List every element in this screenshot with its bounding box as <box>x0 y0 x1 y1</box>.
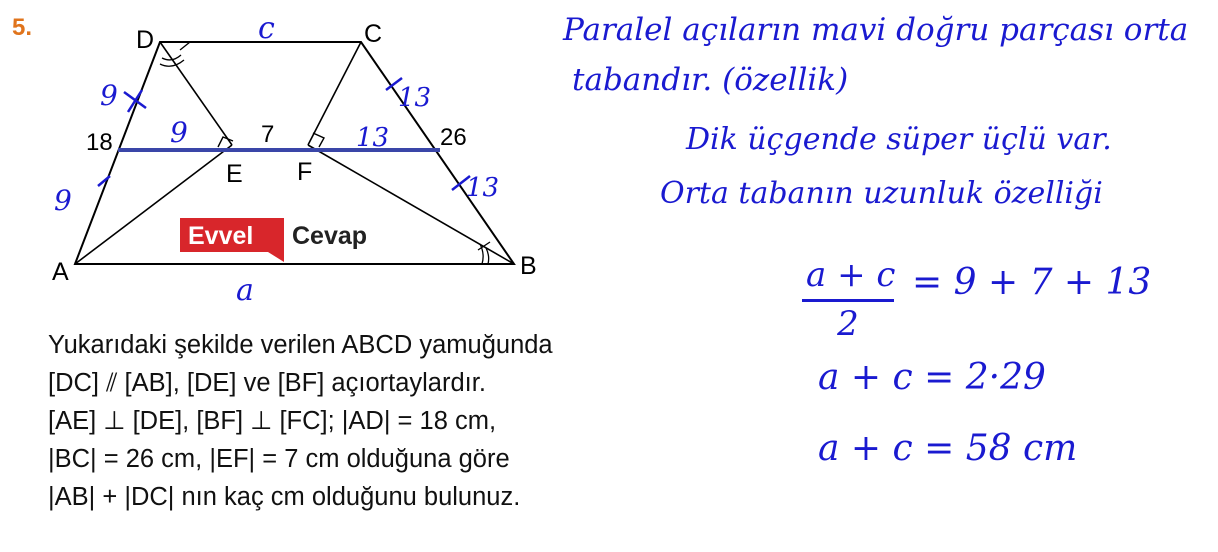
fraction-numerator: a + c <box>806 255 896 295</box>
hw-left-upper-9: 9 <box>100 79 118 112</box>
hw-left-lower-9: 9 <box>54 184 72 217</box>
label-a: A <box>52 258 69 286</box>
hw-top-c: c <box>258 11 275 46</box>
hw-mid-right-13: 13 <box>356 123 390 153</box>
fraction-bar <box>802 299 894 302</box>
step-2: a + c = 2·29 <box>818 357 1046 398</box>
note-line-3: Dik üçgende süper üçlü var. <box>686 122 1112 157</box>
statement-line: Yukarıdaki şekilde verilen ABCD yamuğunda <box>48 331 553 359</box>
hw-tick-left-lower <box>98 176 110 186</box>
hw-right-lower-13: 13 <box>466 173 500 203</box>
statement-line: [DC] ⫽ [AB], [DE] ve [BF] açıortaylardır. <box>48 369 486 397</box>
right-angle-f <box>313 133 324 147</box>
angle-mark-d <box>160 60 184 66</box>
hw-bottom-a: a <box>236 273 254 308</box>
label-d: D <box>136 26 155 54</box>
label-ad-length: 18 <box>86 129 113 156</box>
note-line-1: Paralel açıların mavi doğru parçası orta <box>563 12 1189 48</box>
label-f: F <box>297 158 313 186</box>
statement-line: |AB| + |DC| nın kaç cm olduğunu bulunuz. <box>48 483 521 511</box>
hw-mid-left-9: 9 <box>170 116 188 149</box>
question-statement <box>48 326 553 516</box>
watermark-tail <box>268 252 284 262</box>
watermark-brand: Evvel <box>188 222 254 250</box>
fraction-denominator: 2 <box>837 304 859 344</box>
label-e: E <box>226 160 243 188</box>
segment-cf <box>308 42 361 145</box>
trapezoid-figure <box>0 0 560 310</box>
statement-line: [AE] ⊥ [DE], [BF] ⊥ [FC]; |AD| = 18 cm, <box>48 407 497 435</box>
step-3: a + c = 58 cm <box>818 428 1078 469</box>
tick-d <box>180 42 190 50</box>
hw-right-upper-13: 13 <box>398 83 432 113</box>
label-c: C <box>364 20 383 48</box>
note-line-4: Orta tabanın uzunluk özelliği <box>660 176 1103 211</box>
statement-line: |BC| = 26 cm, |EF| = 7 cm olduğuna göre <box>48 445 510 473</box>
midline-fraction <box>802 255 899 344</box>
question-number: 5. <box>12 14 33 41</box>
note-line-2: tabandır. (özellik) <box>572 62 849 98</box>
fraction-rhs: = 9 + 7 + 13 <box>912 262 1152 303</box>
angle-mark-b <box>486 248 489 264</box>
label-b: B <box>520 252 537 280</box>
label-bc-length: 26 <box>440 124 467 151</box>
label-ef-length: 7 <box>261 121 275 148</box>
watermark-word: Cevap <box>292 222 368 250</box>
